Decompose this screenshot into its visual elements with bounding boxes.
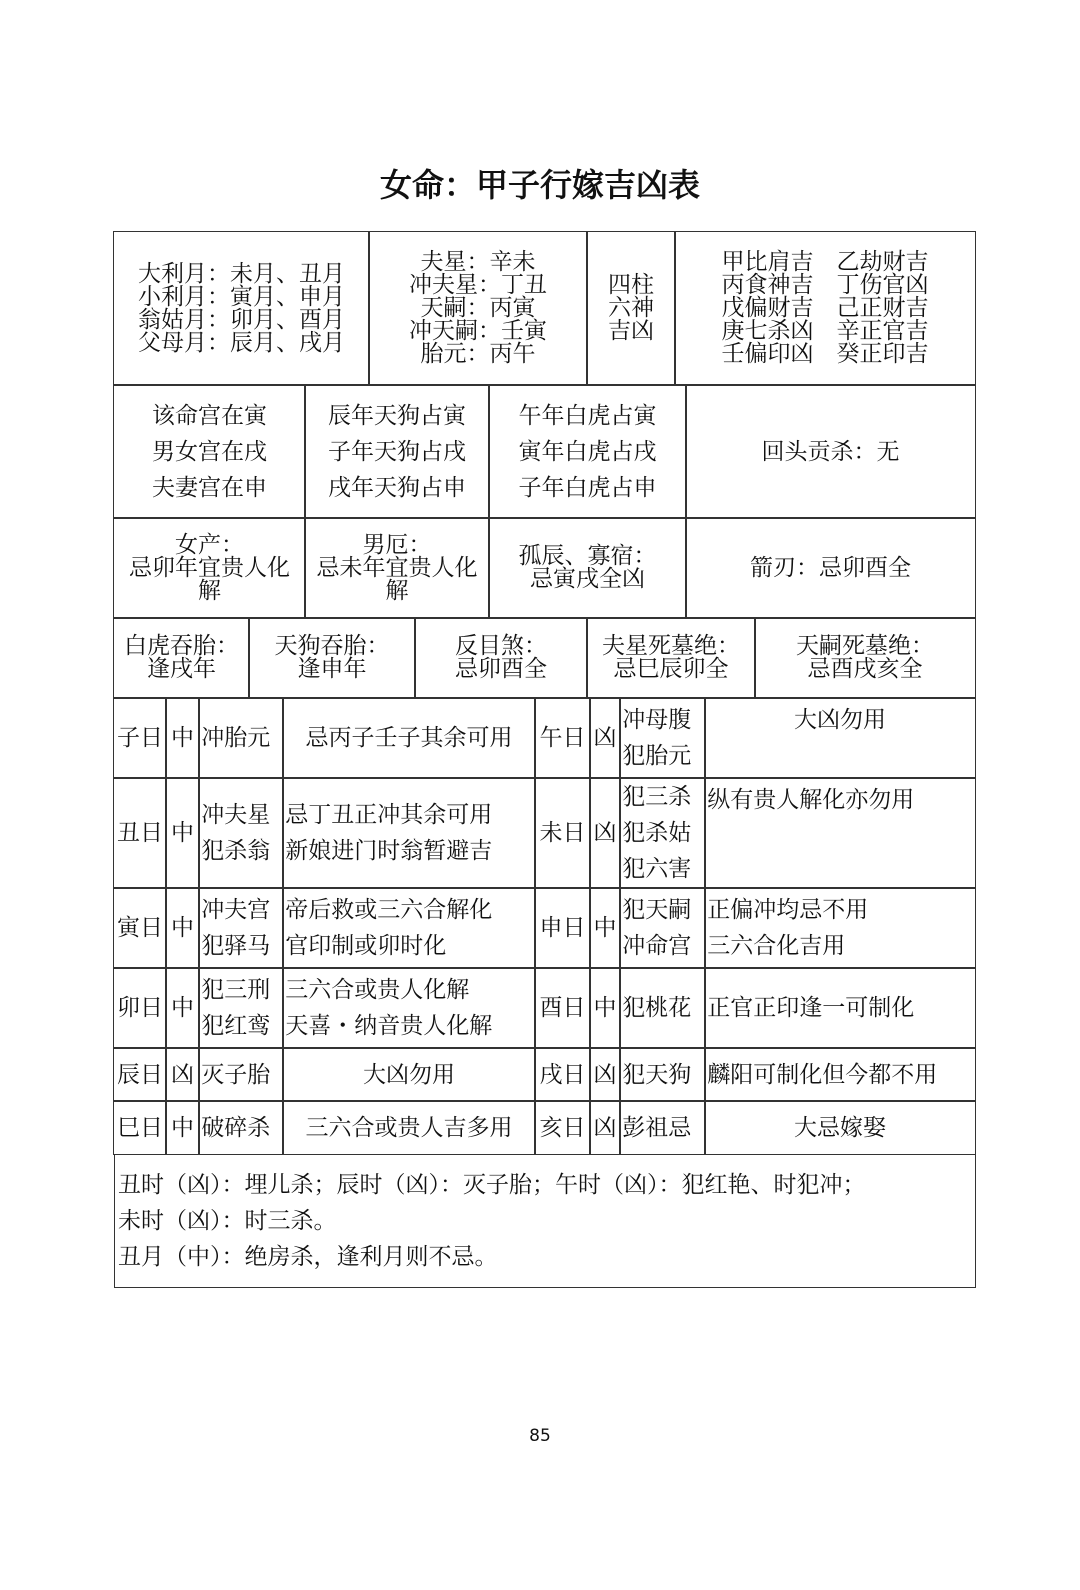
row2-cell: 该命宫在寅 男女宫在戌 夫妻宫在申 <box>113 384 306 519</box>
day-issue-cell: 灭子胎 <box>198 1047 284 1102</box>
day-rating-cell: 中 <box>165 967 200 1049</box>
row3-cell: 箭刃：忌卯酉全 <box>685 517 976 619</box>
day-day-cell: 丑日 <box>113 777 167 889</box>
row4-cell: 天嗣死墓绝： 忌酉戌亥全 <box>754 617 976 699</box>
day-rating-cell: 中 <box>165 887 200 969</box>
day-day-cell: 卯日 <box>113 967 167 1049</box>
day-day-cell: 寅日 <box>113 887 167 969</box>
day-remedy-cell: 三六合或贵人吉多用 <box>282 1100 536 1155</box>
row3-cell: 女产： 忌卯年宜贵人化 解 <box>113 517 306 619</box>
day-issue-cell: 冲夫星 犯杀翁 <box>198 777 284 889</box>
day-issue-cell: 犯桃花 <box>619 967 706 1049</box>
day-issue-cell: 犯天嗣 冲命宫 <box>619 887 706 969</box>
day-remedy-cell: 正偏冲均忌不用 三六合化吉用 <box>704 887 976 969</box>
footer-line: 未时（凶）：时三杀。 <box>118 1208 337 1234</box>
day-rating-cell: 凶 <box>589 1047 621 1102</box>
day-rating-cell: 中 <box>589 887 621 969</box>
row1-cell: 甲比肩吉 乙劫财吉 丙食神吉 丁伤官凶 戊偏财吉 己正财吉 庚七杀凶 辛正官吉 壬偏印凶 癸正印吉 <box>674 231 976 386</box>
row2-cell: 辰年天狗占寅 子年天狗占戌 戌年天狗占申 <box>304 384 490 519</box>
day-rating-cell: 凶 <box>589 1100 621 1155</box>
row2-cell: 午年白虎占寅 寅年白虎占戌 子年白虎占申 <box>488 384 687 519</box>
day-rating-cell: 凶 <box>589 777 621 889</box>
day-day-cell: 申日 <box>534 887 591 969</box>
footer-notes <box>114 1154 976 1288</box>
day-remedy-cell: 忌丁丑正冲其余可用 新娘进门时翁暂避吉 <box>282 777 536 889</box>
day-day-cell: 未日 <box>534 777 591 889</box>
day-remedy-cell: 大凶勿用 <box>704 697 976 779</box>
day-issue-cell: 破碎杀 <box>198 1100 284 1155</box>
day-remedy-cell: 帝后救或三六合解化 官印制或卯时化 <box>282 887 536 969</box>
row3-cell: 孤辰、寡宿： 忌寅戌全凶 <box>488 517 687 619</box>
row4-cell: 夫星死墓绝： 忌巳辰卯全 <box>586 617 756 699</box>
day-rating-cell: 中 <box>165 1100 200 1155</box>
row4-cell: 反目煞： 忌卯酉全 <box>414 617 588 699</box>
row2-cell: 回头贡杀：无 <box>685 384 976 519</box>
day-remedy-cell: 麟阳可制化但今都不用 <box>704 1047 976 1102</box>
day-day-cell: 巳日 <box>113 1100 167 1155</box>
day-day-cell: 子日 <box>113 697 167 779</box>
day-day-cell: 辰日 <box>113 1047 167 1102</box>
row1-cell: 夫星：辛未 冲夫星：丁丑 天嗣：丙寅 冲天嗣：壬寅 胎元：丙午 <box>368 231 588 386</box>
day-remedy-cell: 正官正印逢一可制化 <box>704 967 976 1049</box>
day-remedy-cell: 大忌嫁娶 <box>704 1100 976 1155</box>
day-rating-cell: 凶 <box>589 697 621 779</box>
day-remedy-cell: 三六合或贵人化解 天喜・纳音贵人化解 <box>282 967 536 1049</box>
day-issue-cell: 犯三刑 犯红鸾 <box>198 967 284 1049</box>
day-issue-cell: 冲母腹 犯胎元 <box>619 697 706 779</box>
row4-cell: 天狗吞胎： 逢申年 <box>248 617 416 699</box>
day-issue-cell: 冲胎元 <box>198 697 284 779</box>
day-rating-cell: 中 <box>165 777 200 889</box>
day-day-cell: 午日 <box>534 697 591 779</box>
page-title: 女命：甲子行嫁吉凶表 <box>379 166 700 204</box>
day-rating-cell: 中 <box>589 967 621 1049</box>
day-remedy-cell: 纵有贵人解化亦勿用 <box>704 777 976 889</box>
day-rating-cell: 凶 <box>165 1047 200 1102</box>
day-issue-cell: 犯天狗 <box>619 1047 706 1102</box>
day-issue-cell: 犯三杀 犯杀姑 犯六害 <box>619 777 706 889</box>
day-remedy-cell: 大凶勿用 <box>282 1047 536 1102</box>
day-day-cell: 戌日 <box>534 1047 591 1102</box>
row1-cell: 四柱 六神 吉凶 <box>586 231 676 386</box>
day-day-cell: 亥日 <box>534 1100 591 1155</box>
footer-line: 丑月（中）：绝房杀，逢利月则不忌。 <box>118 1244 498 1270</box>
day-rating-cell: 中 <box>165 697 200 779</box>
day-issue-cell: 彭祖忌 <box>619 1100 706 1155</box>
row4-cell: 白虎吞胎： 逢戌年 <box>113 617 250 699</box>
day-day-cell: 酉日 <box>534 967 591 1049</box>
row1-cell: 大利月：未月、丑月 小利月：寅月、申月 翁姑月：卯月、酉月 父母月：辰月、戌月 <box>113 231 370 386</box>
page-number: 85 <box>529 1426 551 1446</box>
footer-line: 丑时（凶）：埋儿杀；辰时（凶）：灭子胎；午时（凶）：犯红艳、时犯冲； <box>118 1172 866 1198</box>
day-remedy-cell: 忌丙子壬子其余可用 <box>282 697 536 779</box>
day-issue-cell: 冲夫宫 犯驿马 <box>198 887 284 969</box>
row3-cell: 男厄： 忌未年宜贵人化 解 <box>304 517 490 619</box>
